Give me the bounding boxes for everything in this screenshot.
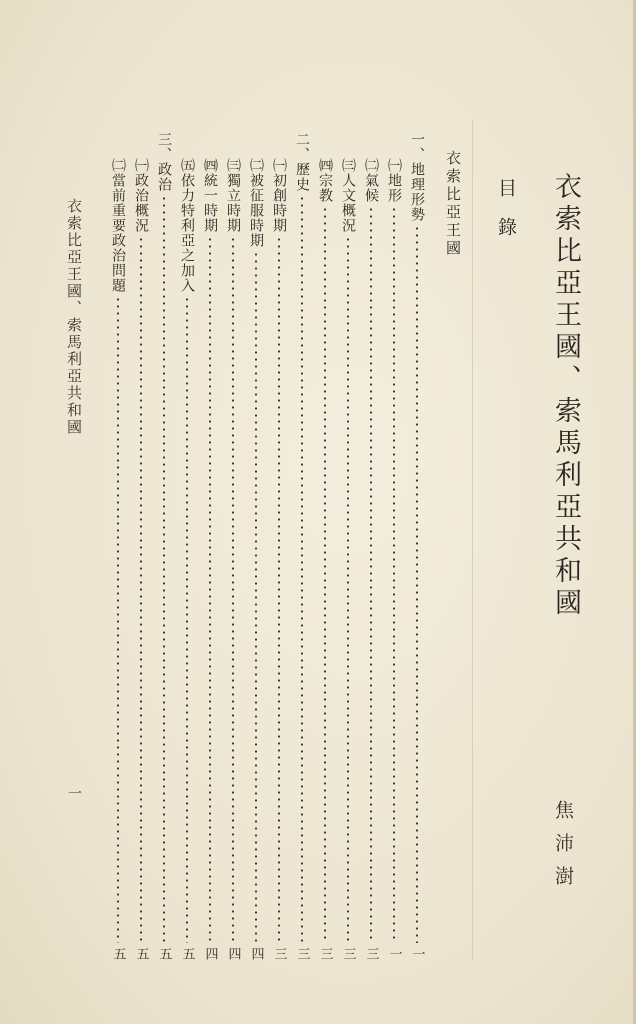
toc-entry-title: ㈠政治概況 [133, 158, 149, 233]
toc-entry-title: ㈣宗教 [317, 158, 333, 203]
toc-entry-page: 三 [271, 947, 287, 960]
toc-entry-title: ㈤依力特利亞之加入 [179, 158, 195, 293]
dot-leader [117, 296, 119, 943]
ruled-line [472, 120, 473, 960]
dot-leader [278, 236, 280, 943]
toc-entry [107, 132, 129, 960]
dot-leader [163, 195, 165, 943]
toc-entry [199, 132, 221, 960]
dot-leader [209, 236, 211, 943]
toc-heading: 目錄 [495, 178, 517, 256]
toc-entry-page: 四 [225, 947, 241, 960]
toc-entry [360, 132, 382, 960]
toc-entry [268, 132, 290, 960]
dot-leader [416, 225, 418, 943]
toc-entry-title: 二、歷史 [294, 132, 310, 192]
toc-entry-page: 五 [179, 947, 195, 960]
toc-entry [130, 132, 152, 960]
dot-leader [370, 206, 372, 943]
toc-entry-title: ㈡當前重要政治問題 [110, 158, 126, 293]
section-title: 衣索比亞王國 [444, 150, 462, 258]
toc-entry-page: 五 [133, 947, 149, 960]
toc-entry-title: ㈣統一時期 [202, 158, 218, 233]
author-name: 焦沛澍 [552, 800, 574, 899]
dot-leader [232, 236, 234, 943]
toc-entry-page: 三 [294, 947, 310, 960]
toc-entry-page: 四 [248, 947, 264, 960]
toc-entry-title: ㈢人文概況 [340, 158, 356, 233]
dot-leader [140, 236, 142, 943]
toc-entry [383, 132, 405, 960]
toc-entry [222, 132, 244, 960]
toc-entry [245, 132, 267, 960]
dot-leader [393, 206, 395, 943]
toc-entry-page: 三 [340, 947, 356, 960]
toc-entry [337, 132, 359, 960]
dot-leader [347, 236, 349, 943]
toc-entry-title: 一、地理形勢 [409, 132, 425, 222]
toc-entry-title: ㈡氣候 [363, 158, 379, 203]
toc-entry-title: 三、政治 [156, 132, 172, 192]
dot-leader [324, 206, 326, 943]
toc-entry [406, 132, 428, 960]
page-number: 一 [66, 786, 82, 800]
toc-entry-page: 五 [156, 947, 172, 960]
toc-entry-title: ㈠初創時期 [271, 158, 287, 233]
toc-entry-page: 三 [317, 947, 333, 960]
toc-entry [291, 132, 313, 960]
toc-entry-title: ㈢獨立時期 [225, 158, 241, 233]
toc-entry [176, 132, 198, 960]
toc-entry-title: ㈠地形 [386, 158, 402, 203]
toc-entry-page: 五 [110, 947, 126, 960]
toc-entry-page: 一 [409, 947, 425, 960]
toc-entry-title: ㈡被征服時期 [248, 158, 264, 248]
dot-leader [255, 251, 257, 943]
toc-entry-page: 四 [202, 947, 218, 960]
book-title: 衣索比亞王國、索馬利亞共和國 [550, 172, 581, 620]
toc-entry-page: 三 [363, 947, 379, 960]
toc-entry [153, 132, 175, 960]
dot-leader [186, 296, 188, 943]
toc-entry [314, 132, 336, 960]
running-head: 衣索比亞王國、索馬利亞共和國 [65, 198, 83, 436]
dot-leader [301, 195, 303, 943]
toc-entry-page: 一 [386, 947, 402, 960]
